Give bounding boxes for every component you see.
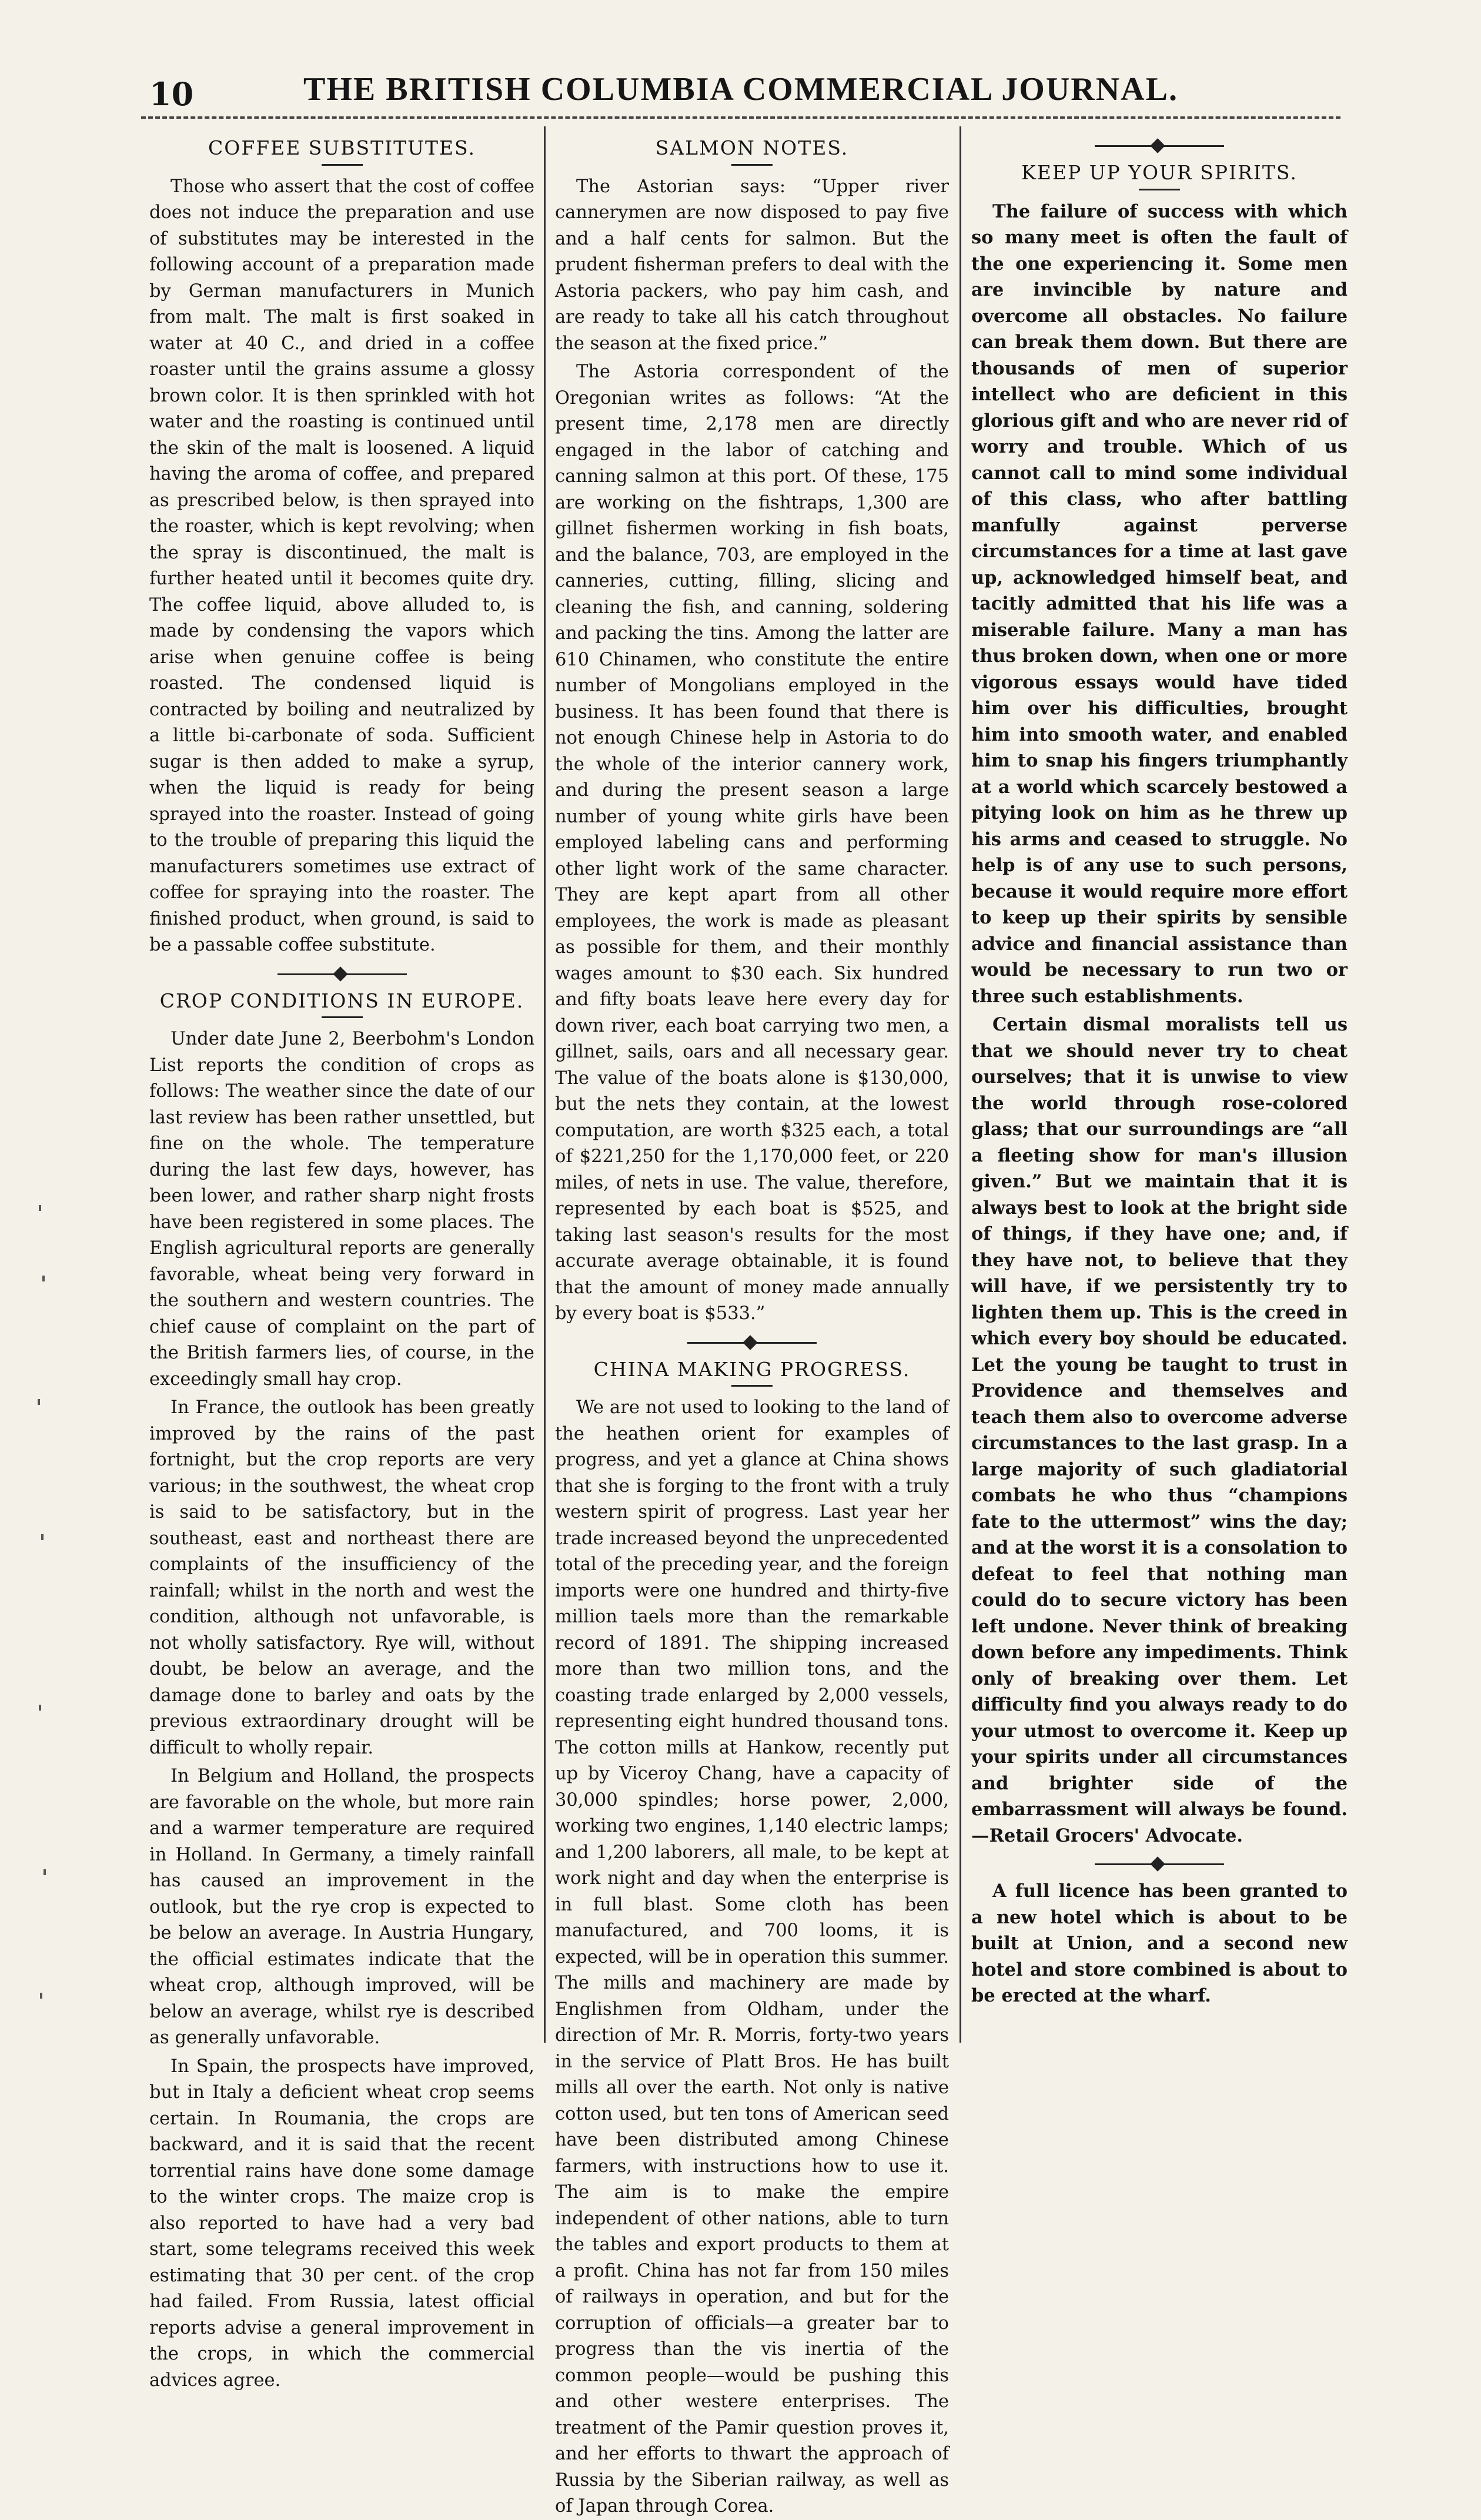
ink-speck [39, 1705, 41, 1711]
ink-speck [40, 1993, 42, 1999]
ink-speck [44, 1869, 46, 1875]
margin-specks [35, 1205, 59, 2028]
article-china-progress [555, 1357, 949, 2520]
column-1 [149, 130, 534, 2391]
title-rule [322, 164, 363, 166]
article-title: CROP CONDITIONS IN EUROPE. [159, 989, 524, 1012]
title-rule [731, 164, 773, 166]
column-2 [555, 130, 949, 2516]
article-title: SALMON NOTES. [655, 136, 849, 159]
column-divider [544, 126, 546, 2043]
ink-speck [41, 1534, 44, 1540]
title-rule [1139, 189, 1180, 190]
article-keep-up-spirits [971, 160, 1348, 1849]
ink-speck [38, 1399, 40, 1405]
article-paragraph: In Spain, the prospects have improved, but in Italy a deficient wheat crop seems certain. In Roumania, the crops are backward, and it is said that the recent torrential rains have done some damage to the winter crops. The maize crop is also reported to have had a very bad start, some telegrams received this week estimating that 30 per cent. of the crop had failed. From Russia, latest official reports advise a general improvement in the crops, in which the commercial advices agree. [149, 2056, 534, 2391]
page-header [141, 63, 1340, 116]
title-rule [731, 1385, 773, 1387]
column-divider [960, 126, 961, 2043]
article-crop-conditions [149, 988, 534, 2394]
section-ornament [1095, 139, 1224, 153]
article-paragraph: The Astorian says: “Upper river cannerymen are now disposed to pay five and a half cents for salmon. But the prudent fisherman prefers to deal with the Astoria packers, who pay him cash, and are ready to take all his catch throughout the season at the fixed price.” [555, 176, 949, 354]
article-paragraph: The Astoria correspondent of the Oregonian writes as follows: “At the present time, 2,178 men are directly engaged in the labor of catching and canning salmon at this port. Of these, 175 are working on the fishtraps, 1,300 are gillnet fishermen working in fish boats, and the balance, 703, are employed in the canneries, cutting, filling, slicing and cleaning the fish, and canning, soldering and packing the tins. Among the latter are 610 Chinamen, who constitute the entire number of Mongolians employed in the business. It has been found that there is not enough Chinese help in Astoria to do the whole of the interior cannery work, and during the present season a large number of young white girls have been employed labeling cans and performing other light work of the same character. They are kept apart from all other employees, the work is made as pleasant as possible for them, and their monthly wages amount to $30 each. Six hundred and fifty boats leave here every day for down river, each boat carrying two men, a gillnet, sails, oars and all necessary gear. The value of the boats alone is $130,000, but the nets they contain, at the lowest computation, are worth $325 each, a total of $221,250 for the 1,170,000 feet, or 220 miles, of nets in use. The value, therefore, represented by each boat is $525, and taking last season's results for the most accurate average obtainable, it is found that the amount of money made annually by every boat is $533.” [555, 362, 949, 1324]
ink-speck [39, 1205, 41, 1211]
article-salmon-notes [555, 135, 949, 1327]
running-title: THE BRITISH COLUMBIA COMMERCIAL JOURNAL. [303, 71, 1178, 108]
article-paragraph: Under date June 2, Beerbohm's London List reports the condition of crops as follows: The weather since the date of our last review has been rather unsettled, but fine on the whole. The temperature during the last few days, however, has been lower, and rather sharp night frosts have been registered in some places. The English agricultural reports are generally favorable, wheat being very forward in the southern and western countries. The chief cause of complaint on the part of the British farmers lies, of course, in the exceedingly small hay crop. [149, 1029, 534, 1390]
article-coffee-substitutes [149, 135, 534, 959]
article-paragraph: Certain dismal moralists tell us that we should never try to cheat ourselves; that it is unwise to view the world through rose-colored glass; that our surroundings are “all a fleeting show for man's illusion given.” But we maintain that it is always best to look at the bright side of things, if they have one; and, if they have not, to believe that they will have, if we persistently try to lighten them up. This is the creed in which every boy should be educated. Let the young be taught to trust in Providence and themselves and teach them also to overcome adverse circumstances to the last grasp. In a large majority of such gladiatorial combats he who thus “champions fate to the uttermost” wins the day; and at the worst it is a consolation to defeat to feel that nothing man could do to secure victory has been left undone. Never think of breaking down before any impediments. Think only of breaking over them. Let difficulty find you always ready to do your utmost to overcome it. Keep up your spirits under all circumstances and brighter side of the embarrassment will always be found.—Retail Grocers' Advocate. [971, 1014, 1348, 1846]
article-title: COFFEE SUBSTITUTES. [208, 136, 476, 159]
column-3 [971, 130, 1348, 2047]
article-paragraph: We are not used to looking to the land of the heathen orient for examples of progress, and yet a glance at China shows that she is forging to the front with a truly western spirit of progress. Last year her trade increased beyond the unprecedented total of the preceding year, and the foreign imports were one hundred and thirty-five million taels more than the remarkable record of 1891. The shipping increased more than two million tons, and the coasting trade enlarged by 2,000 vessels, representing eight hundred thousand tons. The cotton mills at Hankow, recently put up by Viceroy Chang, have a capacity of 30,000 spindles; horse power, 2,000, working two engines, 1,140 electric lamps; and 1,200 laborers, all male, to be kept at work night and day when the enterprise is in full blast. Some cloth has been manufactured, and 700 looms, it is expected, will be in operation this summer. The mills and machinery are made by Englishmen from Oldham, under the direction of Mr. R. Morris, forty-two years in the service of Platt Bros. He has built mills all over the earth. Not only is native cotton used, but ten tons of American seed have been distributed among Chinese farmers, with instructions how to use it. The aim is to make the empire independent of other nations, able to turn the tables and export products to them at a profit. China has not far from 150 miles of railways in operation, and but for the corruption of officials—a greater bar to progress than the vis inertia of the common people—would be pushing this and other westere enterprises. The treatment of the Pamir question proves it, and her efforts to thwart the approach of Russia by the Siberian railway, as well as of Japan through Corea. [555, 1397, 949, 2516]
article-paragraph: In France, the outlook has been greatly improved by the rains of the past fortnight, but the crop reports are very various; in the southwest, the wheat crop is said to be satisfactory, but in the southeast, east and northeast there are complaints of the insufficiency of the rainfall; whilst in the north and west the condition, although not unfavorable, is not wholly satisfactory. Rye will, without doubt, be below an average, and the damage done to barley and oats by the previous extraordinary drought will be difficult to wholly repair. [149, 1397, 534, 1758]
article-paragraph: Those who assert that the cost of coffee does not induce the preparation and use of substitutes may be interested in the following account of a preparation made by German manufacturers in Munich from malt. The malt is first soaked in water at 40 C., and dried in a coffee roaster until the grains assume a glossy brown color. It is then sprinkled with hot water and the roasting is continued until the skin of the malt is loosened. A liquid having the aroma of coffee, and prepared as prescribed below, is then sprayed into the roaster, which is kept revolving; when the spray is discontinued, the malt is further heated until it becomes quite dry. The coffee liquid, above alluded to, is made by condensing the vapors which arise when genuine coffee is being roasted. The condensed liquid is contracted by boiling and neutralized by a little bi-carbonate of soda. Sufficient sugar is then added to make a syrup, when the liquid is ready for being sprayed into the roaster. Instead of going to the trouble of preparing this liquid the manufacturers sometimes use extract of coffee for spraying into the roaster. The finished product, when ground, is said to be a passable coffee substitute. [149, 176, 534, 955]
article-paragraph: The failure of success with which so many meet is often the fault of the one experiencing it. Some men are invincible by nature and overcome all obstacles. No failure can break them down. But there are thousands of men of superior intellect who are deficient in this glorious gift and who are never rid of worry and trouble. Which of us cannot call to mind some individual of this class, who after battling manfully against perverse circumstances for a time at last gave up, acknowledged himself beat, and tacitly admitted that his life was a miserable failure. Many a man has thus broken down, when one or more vigorous essays would have tided him over his difficulties, brought him into smooth water, and enabled him to snap his fingers triumphantly at a world which scarcely bestowed a pitying look on him as he threw up his arms and ceased to struggle. No help is of any use to such persons, because it would require more effort to keep up their spirits by sensible advice and financial assistance than would be necessary to run two or three such establishments. [971, 200, 1348, 1007]
title-rule [322, 1016, 363, 1018]
section-ornament [278, 967, 407, 981]
article-licence-note [971, 1878, 1348, 2009]
article-title: CHINA MAKING PROGRESS. [593, 1357, 911, 1381]
page-number: 10 [149, 75, 194, 113]
article-paragraph: In Belgium and Holland, the prospects are favorable on the whole, but more rain and a warmer temperature are required in Holland. In Germany, a timely rainfall has caused an improvement in the outlook, but the rye crop is expected to be below an average. In Austria Hungary, the official estimates indicate that the wheat crop, although improved, will be below an average, whilst rye is described as generally unfavorable. [149, 1766, 534, 2048]
section-ornament [687, 1336, 817, 1350]
article-paragraph: A full licence has been granted to a new hotel which is about to be built at Union, and a second new hotel and store combined is about to be erected at the wharf. [971, 1880, 1348, 2006]
article-title: KEEP UP YOUR SPIRITS. [1021, 161, 1298, 184]
ink-speck [42, 1276, 45, 1281]
section-ornament [1095, 1857, 1224, 1871]
header-rule [141, 116, 1340, 119]
